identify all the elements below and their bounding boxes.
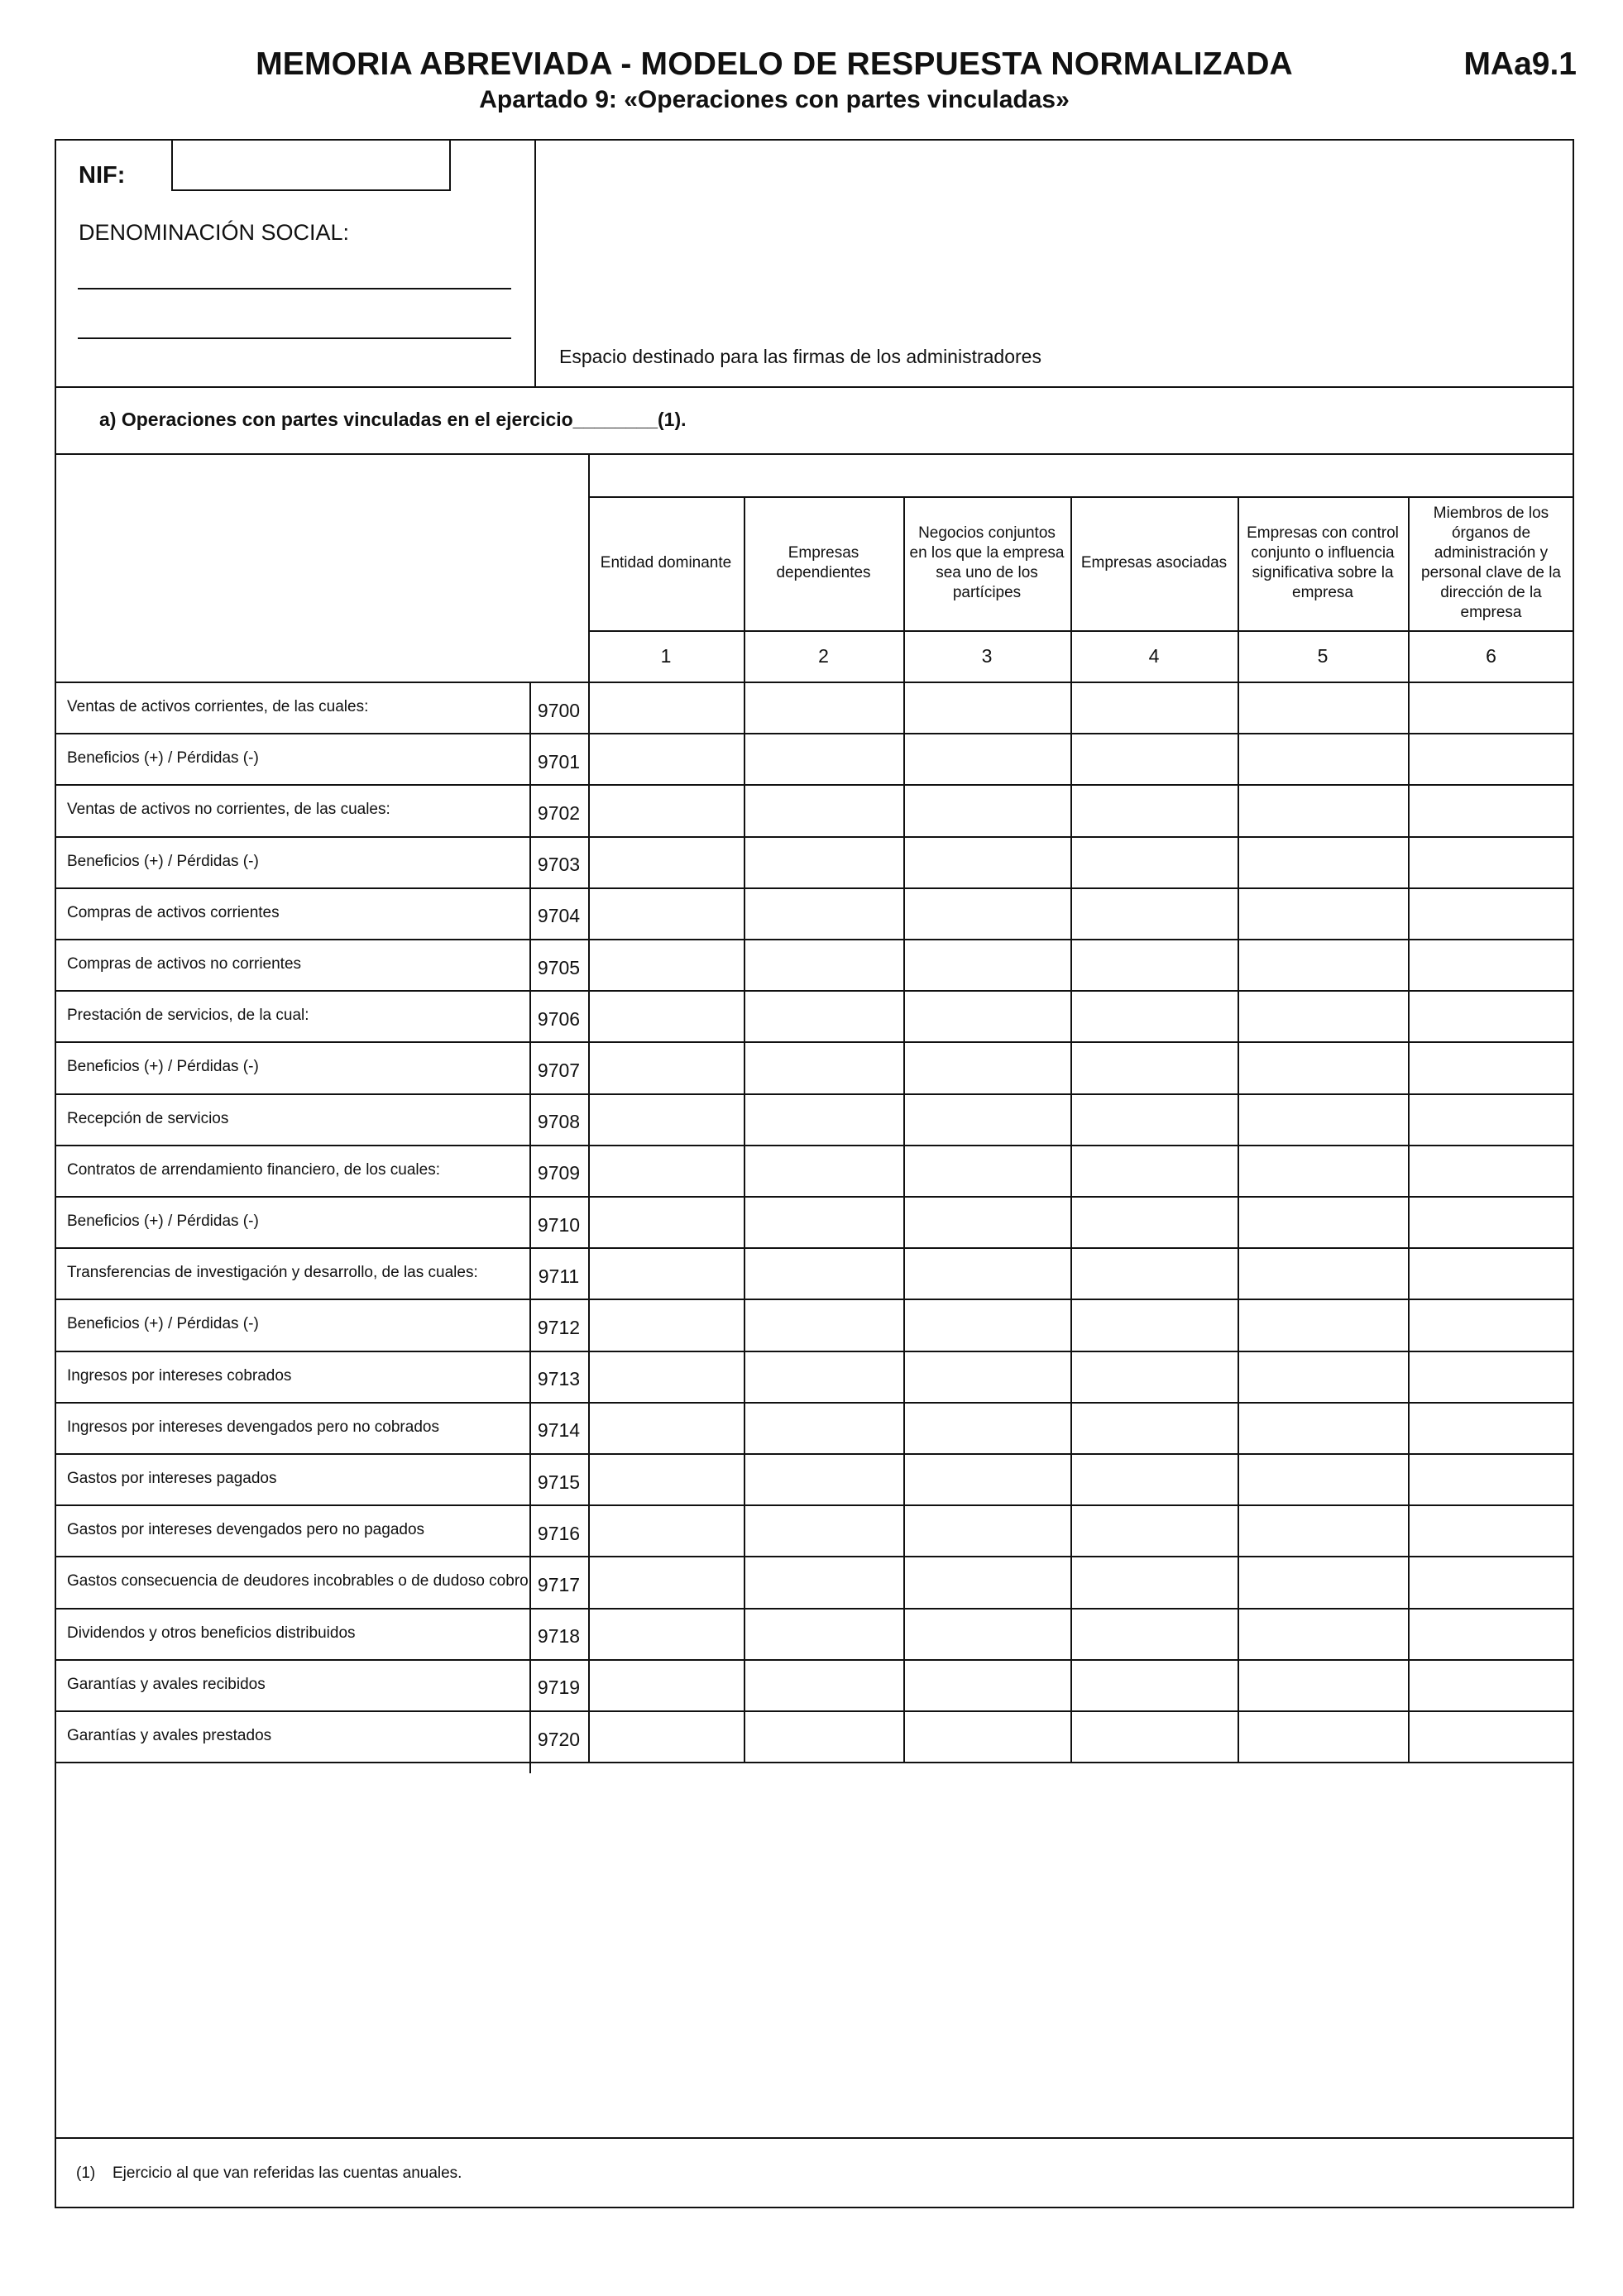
row-label: Gastos por intereses pagados [67, 1470, 277, 1488]
table-cell-9706-col1[interactable] [590, 992, 744, 1041]
column-number-1: 1 [660, 644, 672, 667]
table-cell-9710-col3[interactable] [905, 1198, 1070, 1247]
table-cell-9706-col5[interactable] [1239, 992, 1408, 1041]
table-cell-9713-col5[interactable] [1239, 1352, 1408, 1402]
table-cell-9708-col6[interactable] [1410, 1095, 1574, 1145]
table-cell-9708-col3[interactable] [905, 1095, 1070, 1145]
row-code: 9704 [537, 905, 581, 927]
table-cell-9707-col6[interactable] [1410, 1043, 1574, 1093]
table-cell-9709-col1[interactable] [590, 1146, 744, 1196]
denominacion-line-2[interactable] [78, 337, 511, 339]
row-code: 9711 [538, 1265, 580, 1287]
table-cell-9716-col3[interactable] [905, 1506, 1070, 1556]
row-label: Contratos de arrendamiento financiero, de los cuales: [67, 1160, 440, 1179]
table-cell-9703-col6[interactable] [1410, 838, 1574, 887]
row-code: 9715 [537, 1471, 581, 1493]
row-label: Ingresos por intereses devengados pero no cobrados [67, 1418, 439, 1436]
table-cell-9701-col3[interactable] [905, 734, 1070, 784]
table-cell-9700-col4[interactable] [1072, 683, 1238, 733]
table-cell-9710-col5[interactable] [1239, 1198, 1408, 1247]
table-cell-9702-col5[interactable] [1239, 786, 1408, 835]
table-cell-9718-col5[interactable] [1239, 1610, 1408, 1659]
table-cell-9708-col4[interactable] [1072, 1095, 1238, 1145]
table-cell-9711-col3[interactable] [905, 1249, 1070, 1299]
row-code: 9713 [537, 1368, 581, 1390]
table-cell-9714-col4[interactable] [1072, 1404, 1238, 1453]
table-cell-9712-col5[interactable] [1239, 1300, 1408, 1350]
table-cell-9701-col5[interactable] [1239, 734, 1408, 784]
table-cell-9711-col2[interactable] [745, 1249, 903, 1299]
table-cell-9704-col3[interactable] [905, 889, 1070, 939]
row-code: 9701 [537, 750, 581, 773]
row-code: 9720 [537, 1728, 581, 1750]
footnote-separator [55, 2137, 1574, 2139]
row-code: 9707 [537, 1059, 581, 1081]
table-cell-9709-col2[interactable] [745, 1146, 903, 1196]
table-cell-9712-col2[interactable] [745, 1300, 903, 1350]
table-cell-9710-col1[interactable] [590, 1198, 744, 1247]
table-cell-9711-col5[interactable] [1239, 1249, 1408, 1299]
table-cell-9716-col1[interactable] [590, 1506, 744, 1556]
table-cell-9708-col1[interactable] [590, 1095, 744, 1145]
table-cell-9713-col3[interactable] [905, 1352, 1070, 1402]
row-code: 9717 [537, 1573, 581, 1595]
table-cell-9702-col6[interactable] [1410, 786, 1574, 835]
table-cell-9718-col6[interactable] [1410, 1610, 1574, 1659]
table-cell-9715-col5[interactable] [1239, 1455, 1408, 1504]
table-cell-9707-col5[interactable] [1239, 1043, 1408, 1093]
column-header-4: Empresas asociadas [1080, 554, 1228, 572]
table-cell-9720-col2[interactable] [745, 1712, 903, 1762]
table-cell-9713-col2[interactable] [745, 1352, 903, 1402]
table-cell-9714-col3[interactable] [905, 1404, 1070, 1453]
table-cell-9717-col5[interactable] [1239, 1557, 1408, 1607]
table-cell-9715-col3[interactable] [905, 1455, 1070, 1504]
row-label: Compras de activos no corrientes [67, 955, 302, 973]
table-cell-9710-col6[interactable] [1410, 1198, 1574, 1247]
table-cell-9717-col4[interactable] [1072, 1557, 1238, 1607]
table-cell-9717-col1[interactable] [590, 1557, 744, 1607]
column-number-4: 4 [1148, 644, 1160, 667]
table-cell-9704-col1[interactable] [590, 889, 744, 939]
table-cell-9706-col6[interactable] [1410, 992, 1574, 1041]
row-label: Recepción de servicios [67, 1109, 229, 1127]
table-cell-9718-col1[interactable] [590, 1610, 744, 1659]
table-cell-9715-col6[interactable] [1410, 1455, 1574, 1504]
row-code: 9705 [537, 956, 581, 978]
table-cell-9704-col6[interactable] [1410, 889, 1574, 939]
table-cell-9719-col4[interactable] [1072, 1661, 1238, 1710]
row-code: 9706 [537, 1007, 581, 1030]
table-cell-9708-col2[interactable] [745, 1095, 903, 1145]
row-label: Ingresos por intereses cobrados [67, 1366, 292, 1385]
table-cell-9701-col4[interactable] [1072, 734, 1238, 784]
row-label: Ventas de activos corrientes, de las cuales: [67, 698, 369, 716]
row-code: 9719 [537, 1677, 581, 1699]
column-number-3: 3 [981, 644, 993, 667]
table-cell-9702-col3[interactable] [905, 786, 1070, 835]
table-cell-9704-col2[interactable] [745, 889, 903, 939]
table-cell-9715-col4[interactable] [1072, 1455, 1238, 1504]
table-cell-9709-col6[interactable] [1410, 1146, 1574, 1196]
row-label: Beneficios (+) / Pérdidas (-) [67, 749, 259, 768]
row-code: 9718 [537, 1625, 581, 1648]
table-cell-9703-col4[interactable] [1072, 838, 1238, 887]
row-code: 9716 [537, 1522, 581, 1544]
table-cell-9714-col6[interactable] [1410, 1404, 1574, 1453]
table-cell-9711-col6[interactable] [1410, 1249, 1574, 1299]
table-cell-9712-col4[interactable] [1072, 1300, 1238, 1350]
row-code: 9702 [537, 801, 581, 824]
table-cell-9707-col4[interactable] [1072, 1043, 1238, 1093]
footnote-number: (1) [76, 2164, 96, 2182]
form-title: MEMORIA ABREVIADA - MODELO DE RESPUESTA NORMALIZADA [256, 46, 1293, 82]
table-cell-9713-col1[interactable] [590, 1352, 744, 1402]
row-code: 9709 [537, 1162, 581, 1184]
table-cell-9700-col3[interactable] [905, 683, 1070, 733]
table-cell-9705-col5[interactable] [1239, 940, 1408, 990]
column-header-1: Entidad dominante [600, 554, 732, 572]
table-cell-9703-col2[interactable] [745, 838, 903, 887]
signatures-area-label: Espacio destinado para las firmas de los administradores [559, 346, 1041, 367]
nif-label: NIF: [79, 162, 126, 189]
table-cell-9703-col1[interactable] [590, 838, 744, 887]
table-cell-9704-col4[interactable] [1072, 889, 1238, 939]
table-cell-9705-col1[interactable] [590, 940, 744, 990]
row-label: Gastos consecuencia de deudores incobrables o de dudoso cobro [67, 1572, 529, 1590]
row-label: Ventas de activos no corrientes, de las cuales: [67, 801, 390, 819]
table-cell-9707-col3[interactable] [905, 1043, 1070, 1093]
table-cell-9720-col3[interactable] [905, 1712, 1070, 1762]
row-code: 9700 [537, 699, 581, 721]
table-cell-9708-col5[interactable] [1239, 1095, 1408, 1145]
row-label: Gastos por intereses devengados pero no pagados [67, 1521, 425, 1539]
table-cell-9711-col4[interactable] [1072, 1249, 1238, 1299]
table-cell-9712-col3[interactable] [905, 1300, 1070, 1350]
table-cell-9701-col1[interactable] [590, 734, 744, 784]
column-header-3: Negocios conjuntos en los que la empresa sea uno de los partícipes [909, 524, 1065, 601]
form-code: MAa9.1 [1463, 46, 1577, 82]
table-cell-9714-col5[interactable] [1239, 1404, 1408, 1453]
table-cell-9719-col6[interactable] [1410, 1661, 1574, 1710]
table-cell-9700-col5[interactable] [1239, 683, 1408, 733]
row-label: Compras de activos corrientes [67, 903, 280, 921]
table-cell-9705-col6[interactable] [1410, 940, 1574, 990]
table-cell-9716-col2[interactable] [745, 1506, 903, 1556]
row-label: Prestación de servicios, de la cual: [67, 1007, 309, 1025]
denominacion-line-1[interactable] [78, 288, 511, 289]
column-header-5: Empresas con control conjunto o influencia significativa sobre la empresa [1247, 524, 1399, 601]
row-label: Garantías y avales recibidos [67, 1675, 266, 1693]
table-cell-9704-col5[interactable] [1239, 889, 1408, 939]
column-header-6: Miembros de los órganos de administración y personal clave de la dirección de la empresa [1421, 505, 1561, 621]
table-cell-9709-col5[interactable] [1239, 1146, 1408, 1196]
row-code: 9703 [537, 854, 581, 876]
table-cell-9720-col5[interactable] [1239, 1712, 1408, 1762]
table-cell-9716-col5[interactable] [1239, 1506, 1408, 1556]
table-cell-9715-col1[interactable] [590, 1455, 744, 1504]
table-cell-9701-col2[interactable] [745, 734, 903, 784]
row-label: Beneficios (+) / Pérdidas (-) [67, 852, 259, 870]
row-label: Garantías y avales prestados [67, 1727, 272, 1745]
table-cell-9719-col2[interactable] [745, 1661, 903, 1710]
row-code: 9712 [537, 1316, 581, 1338]
table-cell-9703-col5[interactable] [1239, 838, 1408, 887]
table-cell-9716-col4[interactable] [1072, 1506, 1238, 1556]
row-label: Transferencias de investigación y desarrollo, de las cuales: [67, 1264, 478, 1282]
row-label: Beneficios (+) / Pérdidas (-) [67, 1058, 259, 1076]
table-cell-9707-col1[interactable] [590, 1043, 744, 1093]
table-cell-9706-col2[interactable] [745, 992, 903, 1041]
row-code: 9714 [537, 1419, 581, 1442]
footnote [76, 2164, 462, 2183]
table-cell-9700-col6[interactable] [1410, 683, 1574, 733]
table-cell-9719-col1[interactable] [590, 1661, 744, 1710]
row-label: Dividendos y otros beneficios distribuidos [67, 1624, 356, 1642]
table-cell-9705-col4[interactable] [1072, 940, 1238, 990]
company-divider [534, 139, 536, 387]
table-cell-9718-col3[interactable] [905, 1610, 1070, 1659]
table-cell-9713-col6[interactable] [1410, 1352, 1574, 1402]
column-number-6: 6 [1486, 644, 1496, 667]
table-cell-9718-col2[interactable] [745, 1610, 903, 1659]
table-cell-9702-col2[interactable] [745, 786, 903, 835]
table-cell-9717-col3[interactable] [905, 1557, 1070, 1607]
table-cell-9712-col6[interactable] [1410, 1300, 1574, 1350]
row-code: 9708 [537, 1111, 581, 1133]
table-cell-9716-col6[interactable] [1410, 1506, 1574, 1556]
column-number-2: 2 [818, 644, 829, 667]
company-bottom-border [55, 386, 1574, 388]
table-cell-9713-col4[interactable] [1072, 1352, 1238, 1402]
table-cell-9701-col6[interactable] [1410, 734, 1574, 784]
footnote-text: Ejercicio al que van referidas las cuentas anuales. [113, 2164, 462, 2182]
table-cell-9718-col4[interactable] [1072, 1610, 1238, 1659]
table-cell-9705-col3[interactable] [905, 940, 1070, 990]
denominacion-label: DENOMINACIÓN SOCIAL: [79, 220, 350, 245]
table-cell-9720-col6[interactable] [1410, 1712, 1574, 1762]
table-cell-9711-col1[interactable] [590, 1249, 744, 1299]
column-number-5: 5 [1317, 644, 1329, 667]
table-cell-9714-col1[interactable] [590, 1404, 744, 1453]
table-cell-9706-col4[interactable] [1072, 992, 1238, 1041]
table-cell-9702-col4[interactable] [1072, 786, 1238, 835]
table-cell-9720-col4[interactable] [1072, 1712, 1238, 1762]
table-cell-9706-col3[interactable] [905, 992, 1070, 1041]
column-header-2: Empresas dependientes [776, 544, 871, 581]
table-cell-9719-col5[interactable] [1239, 1661, 1408, 1710]
nif-input[interactable] [171, 139, 451, 191]
table-cell-9702-col1[interactable] [590, 786, 744, 835]
table-cell-9700-col1[interactable] [590, 683, 744, 733]
table-cell-9705-col2[interactable] [745, 940, 903, 990]
table-cell-9712-col1[interactable] [590, 1300, 744, 1350]
table-cell-9717-col6[interactable] [1410, 1557, 1574, 1607]
table-cell-9700-col2[interactable] [745, 683, 903, 733]
table-cell-9707-col2[interactable] [745, 1043, 903, 1093]
table-cell-9709-col4[interactable] [1072, 1146, 1238, 1196]
table-cell-9709-col3[interactable] [905, 1146, 1070, 1196]
row-label: Beneficios (+) / Pérdidas (-) [67, 1315, 259, 1333]
section-a-bottom-border [55, 453, 1574, 455]
table-cell-9714-col2[interactable] [745, 1404, 903, 1453]
table-cell-9703-col3[interactable] [905, 838, 1070, 887]
table-cell-9710-col4[interactable] [1072, 1198, 1238, 1247]
table-cell-9715-col2[interactable] [745, 1455, 903, 1504]
table-cell-9710-col2[interactable] [745, 1198, 903, 1247]
row-label: Beneficios (+) / Pérdidas (-) [67, 1213, 259, 1231]
table-cell-9720-col1[interactable] [590, 1712, 744, 1762]
section-a-title: a) Operaciones con partes vinculadas en el ejercicio________(1). [99, 409, 687, 430]
row-code: 9710 [537, 1213, 581, 1236]
row-bottom-line [55, 1762, 1574, 1763]
table-cell-9719-col3[interactable] [905, 1661, 1070, 1710]
form-subtitle: Apartado 9: «Operaciones con partes vinculadas» [479, 86, 1070, 113]
table-cell-9717-col2[interactable] [745, 1557, 903, 1607]
